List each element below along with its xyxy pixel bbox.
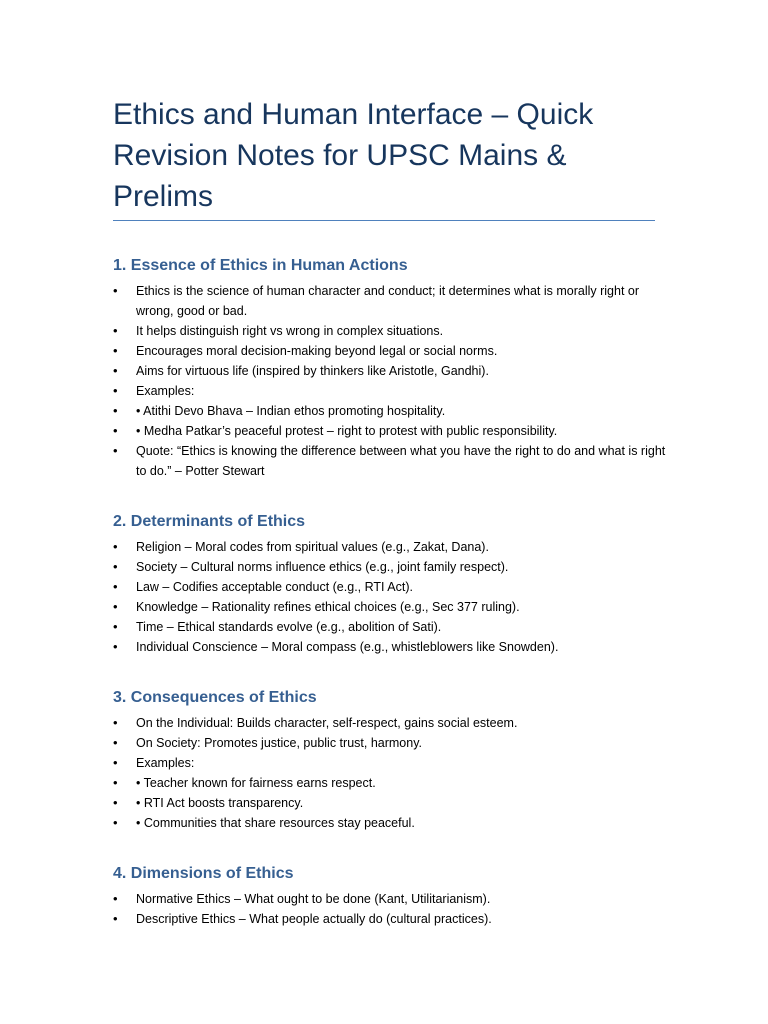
section-heading: 3. Consequences of Ethics: [113, 689, 317, 706]
bullet-icon: •: [113, 911, 118, 926]
list-item-text: Descriptive Ethics – What people actually do (cultural practices).: [136, 912, 492, 926]
bullet-icon: •: [113, 539, 118, 554]
bullet-icon: •: [113, 343, 118, 358]
list-item: [113, 401, 673, 421]
list-item-text: Examples:: [136, 384, 195, 398]
list-item-text: Ethics is the science of human character and conduct; it determines what is morally right or wrong, good or bad.: [136, 284, 640, 318]
list-item-text: Law – Codifies acceptable conduct (e.g., RTI Act).: [136, 580, 413, 594]
list-item: [113, 637, 673, 657]
list-item-text: Normative Ethics – What ought to be done (Kant, Utilitarianism).: [136, 892, 491, 906]
list-item-text: Individual Conscience – Moral compass (e.g., whistleblowers like Snowden).: [136, 640, 559, 654]
bullet-icon: •: [113, 383, 118, 398]
list-item-text: It helps distinguish right vs wrong in complex situations.: [136, 324, 444, 338]
list-item-text: Aims for virtuous life (inspired by thinkers like Aristotle, Gandhi).: [136, 364, 489, 378]
list-item: [113, 421, 673, 441]
list-item-text: • Communities that share resources stay peaceful.: [136, 816, 415, 830]
bullet-icon: •: [113, 795, 118, 810]
list-item-text: Society – Cultural norms influence ethics (e.g., joint family respect).: [136, 560, 509, 574]
list-item: [113, 889, 673, 909]
list-item: [113, 733, 673, 753]
section-determinants-of-ethics: [113, 510, 673, 657]
list-item: [113, 361, 673, 381]
section-heading: 1. Essence of Ethics in Human Actions: [113, 257, 408, 274]
bullet-icon: •: [113, 775, 118, 790]
section-heading: 2. Determinants of Ethics: [113, 513, 306, 530]
list-item-text: Time – Ethical standards evolve (e.g., abolition of Sati).: [136, 620, 442, 634]
list-item: [113, 537, 673, 557]
bullet-icon: •: [113, 559, 118, 574]
list-item: [113, 793, 673, 813]
bullet-icon: •: [113, 579, 118, 594]
section-heading: 4. Dimensions of Ethics: [113, 865, 294, 882]
list-item-text: On the Individual: Builds character, self-respect, gains social esteem.: [136, 716, 518, 730]
title-divider: [113, 220, 655, 221]
section-dimensions-of-ethics: [113, 862, 673, 929]
list-item-text: Religion – Moral codes from spiritual values (e.g., Zakat, Dana).: [136, 540, 489, 554]
bullet-list: [113, 537, 673, 657]
list-item-text: Knowledge – Rationality refines ethical choices (e.g., Sec 377 ruling).: [136, 600, 520, 614]
list-item: [113, 597, 673, 617]
section-consequences-of-ethics: [113, 686, 673, 833]
list-item: [113, 341, 673, 361]
list-item: [113, 713, 673, 733]
document-title: Ethics and Human Interface – Quick Revision Notes for UPSC Mains & Prelims: [113, 98, 594, 213]
bullet-icon: •: [113, 715, 118, 730]
list-item-text: On Society: Promotes justice, public trust, harmony.: [136, 736, 422, 750]
bullet-icon: •: [113, 443, 118, 458]
list-item-text: Quote: “Ethics is knowing the difference between what you have the right to do and what is right to do.” – Potter Stewart: [136, 444, 666, 478]
bullet-icon: •: [113, 323, 118, 338]
list-item-text: Examples:: [136, 756, 195, 770]
list-item: [113, 813, 673, 833]
bullet-icon: •: [113, 283, 118, 298]
bullet-icon: •: [113, 403, 118, 418]
bullet-icon: •: [113, 815, 118, 830]
list-item: [113, 557, 673, 577]
list-item: [113, 441, 673, 481]
bullet-icon: •: [113, 755, 118, 770]
list-item-text: • Teacher known for fairness earns respect.: [136, 776, 376, 790]
bullet-icon: •: [113, 735, 118, 750]
bullet-list: [113, 889, 673, 929]
list-item-text: Encourages moral decision-making beyond legal or social norms.: [136, 344, 498, 358]
list-item: [113, 753, 673, 773]
list-item-text: • RTI Act boosts transparency.: [136, 796, 304, 810]
list-item-text: • Medha Patkar’s peaceful protest – right to protest with public responsibility.: [136, 424, 558, 438]
bullet-list: [113, 281, 673, 481]
list-item: [113, 281, 673, 321]
list-item: [113, 773, 673, 793]
bullet-icon: •: [113, 363, 118, 378]
list-item-text: • Atithi Devo Bhava – Indian ethos promoting hospitality.: [136, 404, 446, 418]
section-essence-of-ethics: [113, 254, 673, 481]
bullet-icon: •: [113, 599, 118, 614]
bullet-icon: •: [113, 891, 118, 906]
bullet-icon: •: [113, 639, 118, 654]
list-item: [113, 909, 673, 929]
bullet-icon: •: [113, 423, 118, 438]
bullet-list: [113, 713, 673, 833]
bullet-icon: •: [113, 619, 118, 634]
list-item: [113, 577, 673, 597]
list-item: [113, 617, 673, 637]
list-item: [113, 321, 673, 341]
list-item: [113, 381, 673, 401]
